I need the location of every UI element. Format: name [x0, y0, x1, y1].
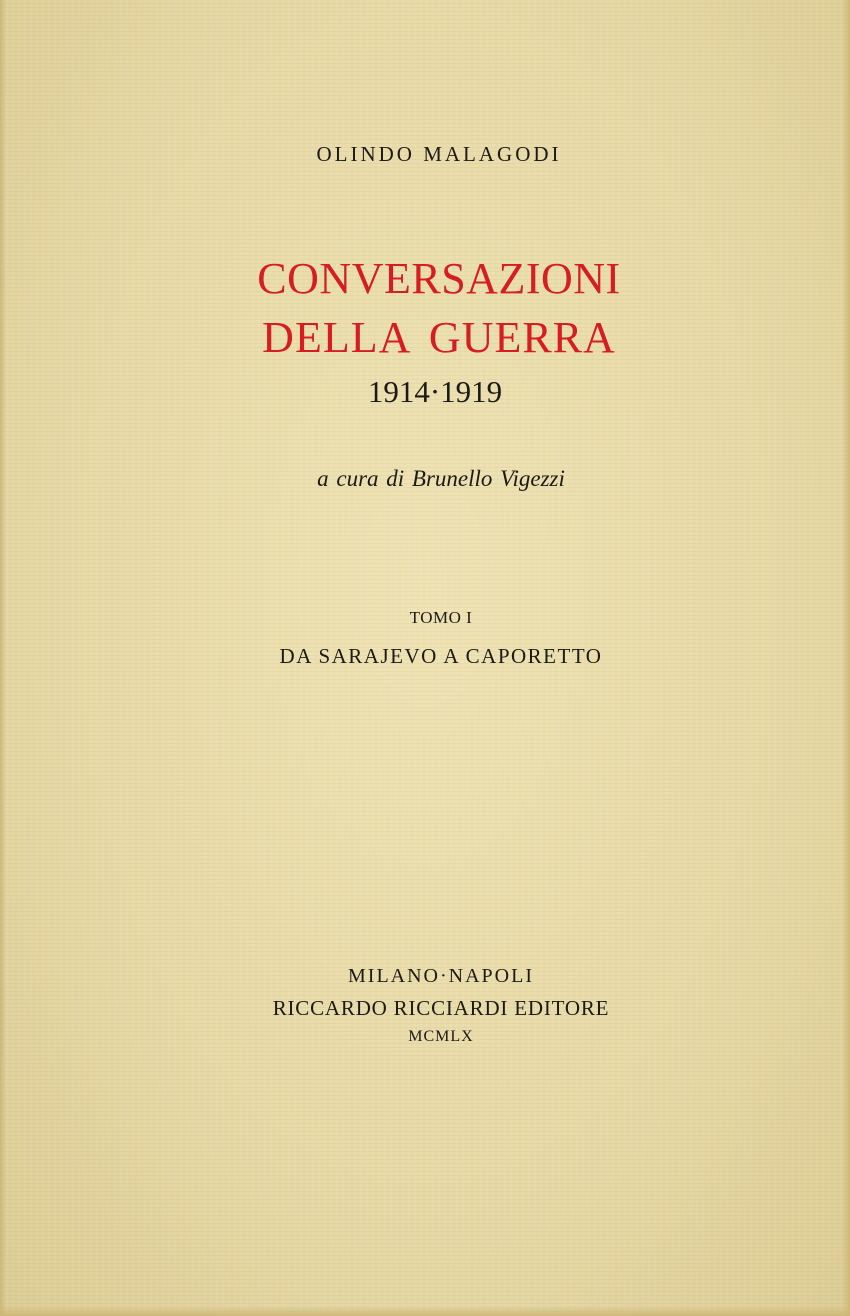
publisher-name: RICCARDO RICCIARDI EDITORE [272, 996, 610, 1020]
cover-bottom-edge [0, 1306, 850, 1316]
author-name: OLINDO MALAGODI [316, 142, 562, 166]
publisher-city: MILANO·NAPOLI [348, 965, 534, 987]
publication-year: MCMLX [408, 1028, 474, 1045]
book-title-line-2: DELLA GUERRA [262, 313, 616, 362]
volume-subtitle: DA SARAJEVO A CAPORETTO [279, 644, 603, 668]
book-title-line-1: CONVERSAZIONI [257, 254, 621, 303]
volume-number: TOMO I [409, 608, 473, 627]
book-years: 1914·1919 [367, 374, 503, 409]
editor-credit: a cura di Brunello Vigezzi [317, 466, 565, 491]
